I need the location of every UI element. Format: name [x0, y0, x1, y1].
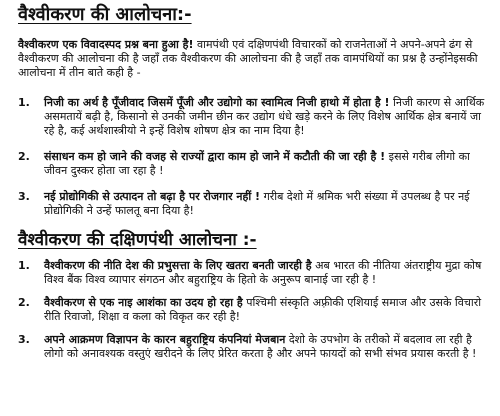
- section2-heading: वैश्वीकरण की दक्षिणपंथी आलोचना :-: [18, 230, 257, 250]
- intro-bold-text: वैश्वीकरण एक विवादस्पद प्रश्न बना हुआ है!: [18, 38, 194, 51]
- item-number: 3.: [18, 333, 30, 346]
- spacer: [18, 80, 488, 96]
- section1-intro: [18, 38, 488, 80]
- item-text: अब भारत की नीतिया अंतराष्ट्रीय मुद्रा कोष विश्व बैंक विश्व व्यापार संगठन और बहुराष्ट्रिय के हितो के अनुरूप बानाई जा रही है !: [44, 259, 482, 286]
- item-text: गरीब देशो में श्रमिक भरी संख्या में उपलब्ध है पर नई प्रोद्योगिकी ने उन्हें फालतू बना दिया है!: [44, 190, 470, 217]
- list-item: [18, 259, 488, 287]
- list-item: [18, 190, 488, 218]
- item-body: [44, 150, 488, 178]
- list-item: [18, 150, 488, 178]
- item-text: इससे गरीब लीगो का जीवन दुस्कर होता जा रहा है !: [44, 150, 470, 177]
- list-item: [18, 296, 488, 324]
- item-lead: अपने आक्रमण विज्ञापन के कारन बहुराष्ट्रिय कंपनियां मेजबान: [44, 333, 286, 346]
- item-lead: नई प्रोद्योगिकी से उत्पादन तो बढ़ा है पर रोजगार नहीं !: [44, 190, 261, 203]
- item-body: [44, 296, 488, 324]
- list-item: [18, 96, 488, 138]
- item-body: [44, 190, 488, 218]
- item-number: 1.: [18, 259, 30, 272]
- item-body: [44, 333, 488, 361]
- item-lead: संसाधन कम हो जाने की वजह से राज्यों द्वारा काम हो जाने में कटौती की जा रही है !: [44, 150, 386, 163]
- item-number: 1.: [18, 96, 30, 109]
- item-number: 3.: [18, 190, 30, 203]
- item-body: [44, 259, 488, 287]
- item-lead: वैश्वीकरण से एक नाइ आशंका का उदय हो रहा है: [44, 296, 243, 309]
- item-number: 2.: [18, 296, 30, 309]
- list-item: [18, 333, 488, 361]
- item-text: निजी कारण से आर्थिक असमतायें बढ़ी है, किसानो से उनकी जमीन छीन कर उद्योग धंधे खड़े करने के लिए विशेष आर्थिक क्षेत्र बनायें जा रहे है, कई अर्थशास्त्रीयो ने इन्हें विशेष शोषण क्षेत्र का नाम दिया है!: [44, 96, 485, 137]
- intro-text: वामपंथी एवं दक्षिणपंथी विचारकों को राजनेताओं ने अपने-अपने ढंग से वैश्वीकरण की आलोचना की है जहाँ तक वैश्वीकरण की आलोचना की है जहाँ तक वामपंथियों का प्रश्न है उन्होंनेइसकी आलोचना में तीन बाते कही है -: [18, 38, 478, 79]
- item-number: 2.: [18, 150, 30, 163]
- item-text: देशो के उपभोग के तरीको में बदलाव ला रही है लोगो को अनावश्यक वस्तुएं खरीदने के लिए प्रेरित करता है और अपने फायदों को सभी संभव प्रयास करती है !: [44, 333, 477, 360]
- item-lead: वैश्वीकरण की नीति देश की प्रभुसत्ता के लिए खतरा बनती जारही है: [44, 259, 312, 272]
- item-text: पश्चिमी संस्कृति अफ़्रीकी एशियाई समाज और उसके विचारो रीति रिवाजो, शिक्षा व कला को विकृत कर रही है!: [44, 296, 482, 323]
- item-body: [44, 96, 488, 138]
- section1-heading: वैश्वीकरण की आलोचना:-: [18, 4, 192, 25]
- item-lead: निजी का अर्थ है पूँजीवाद जिसमें पूँजी और उद्योगो का स्वामित्व निजी हाथो में होता है !: [44, 96, 390, 109]
